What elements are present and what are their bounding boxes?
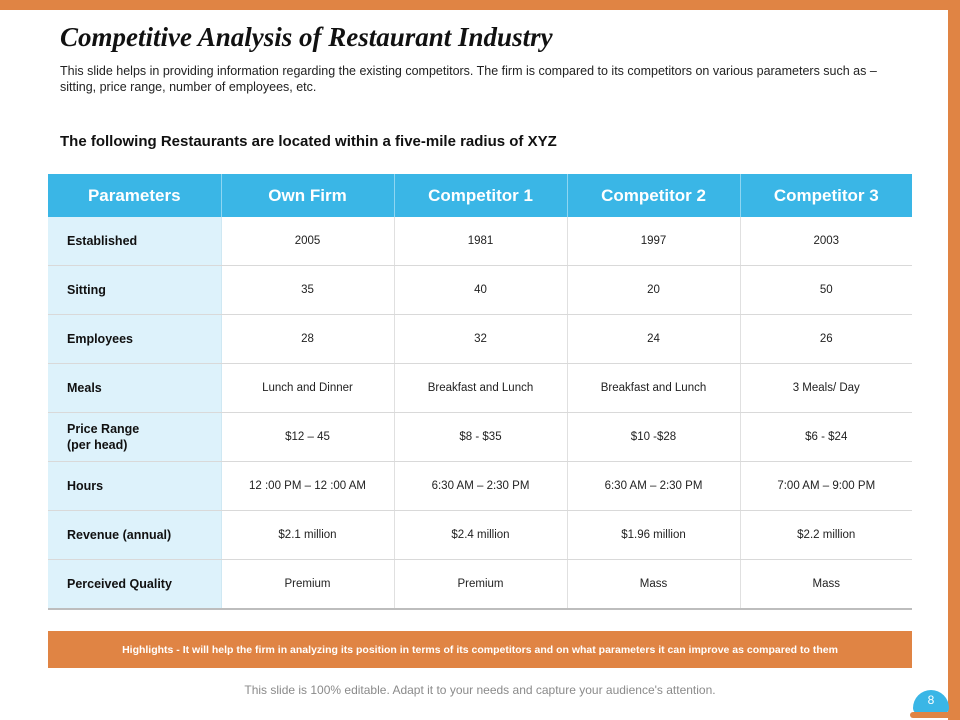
table-cell: $6 - $24 — [740, 413, 912, 462]
table-cell: 50 — [740, 266, 912, 315]
header-competitor-2: Competitor 2 — [567, 174, 740, 217]
table-cell: Breakfast and Lunch — [567, 364, 740, 413]
table-cell: 6:30 AM – 2:30 PM — [394, 462, 567, 511]
table-cell: $1.96 million — [567, 511, 740, 560]
header-competitor-1: Competitor 1 — [394, 174, 567, 217]
param-revenue: Revenue (annual) — [48, 511, 221, 560]
table-row — [48, 217, 912, 266]
param-meals: Meals — [48, 364, 221, 413]
param-established: Established — [48, 217, 221, 266]
param-perceived-quality: Perceived Quality — [48, 560, 221, 610]
table-cell: 35 — [221, 266, 394, 315]
slide-subtitle: This slide helps in providing information regarding the existing competitors. The firm is compared to its competitors on various parameters such as – sitting, price range, number of employees, etc. — [60, 64, 877, 94]
header-parameters: Parameters — [48, 174, 221, 217]
table-row — [48, 364, 912, 413]
comparison-table — [48, 174, 912, 610]
table-cell: 2003 — [740, 217, 912, 266]
table-heading: The following Restaurants are located within a five-mile radius of XYZ — [60, 133, 557, 150]
param-employees: Employees — [48, 315, 221, 364]
table-cell: 3 Meals/ Day — [740, 364, 912, 413]
slide-title: Competitive Analysis of Restaurant Industry — [60, 22, 553, 52]
table-cell: 1981 — [394, 217, 567, 266]
table-cell: 40 — [394, 266, 567, 315]
page-badge-base — [910, 712, 952, 718]
table-row — [48, 560, 912, 610]
right-border — [948, 0, 960, 720]
table-header-row — [48, 174, 912, 217]
table-cell: $2.2 million — [740, 511, 912, 560]
table-cell: 26 — [740, 315, 912, 364]
table-row — [48, 511, 912, 560]
table-cell: $12 – 45 — [221, 413, 394, 462]
page-number: 8 — [927, 693, 935, 707]
header-own-firm: Own Firm — [221, 174, 394, 217]
param-price-range: Price Range (per head) — [48, 413, 221, 462]
table-cell: Premium — [221, 560, 394, 610]
param-hours: Hours — [48, 462, 221, 511]
table-cell: 1997 — [567, 217, 740, 266]
table-cell: 32 — [394, 315, 567, 364]
table-row — [48, 462, 912, 511]
table-cell: Mass — [567, 560, 740, 610]
table-cell: $10 -$28 — [567, 413, 740, 462]
table-cell: 28 — [221, 315, 394, 364]
comparison-table-container — [48, 174, 912, 610]
footer-note: This slide is 100% editable. Adapt it to your needs and capture your audience's attention. — [244, 683, 716, 697]
table-cell: $2.4 million — [394, 511, 567, 560]
table-cell: $8 - $35 — [394, 413, 567, 462]
table-cell: 2005 — [221, 217, 394, 266]
param-sitting: Sitting — [48, 266, 221, 315]
table-cell: 7:00 AM – 9:00 PM — [740, 462, 912, 511]
table-cell: Mass — [740, 560, 912, 610]
header-competitor-3: Competitor 3 — [740, 174, 912, 217]
highlights-banner — [48, 631, 912, 668]
top-border — [0, 0, 960, 10]
table-cell: $2.1 million — [221, 511, 394, 560]
table-cell: Premium — [394, 560, 567, 610]
page-number-badge — [910, 690, 954, 720]
table-cell: 6:30 AM – 2:30 PM — [567, 462, 740, 511]
highlights-text: Highlights - It will help the firm in analyzing its position in terms of its competitors and on what parameters it can improve as compared to them — [122, 643, 838, 656]
table-cell: 20 — [567, 266, 740, 315]
table-row — [48, 413, 912, 462]
table-cell: Breakfast and Lunch — [394, 364, 567, 413]
table-row — [48, 266, 912, 315]
table-cell: 24 — [567, 315, 740, 364]
table-cell: 12 :00 PM – 12 :00 AM — [221, 462, 394, 511]
table-row — [48, 315, 912, 364]
table-cell: Lunch and Dinner — [221, 364, 394, 413]
